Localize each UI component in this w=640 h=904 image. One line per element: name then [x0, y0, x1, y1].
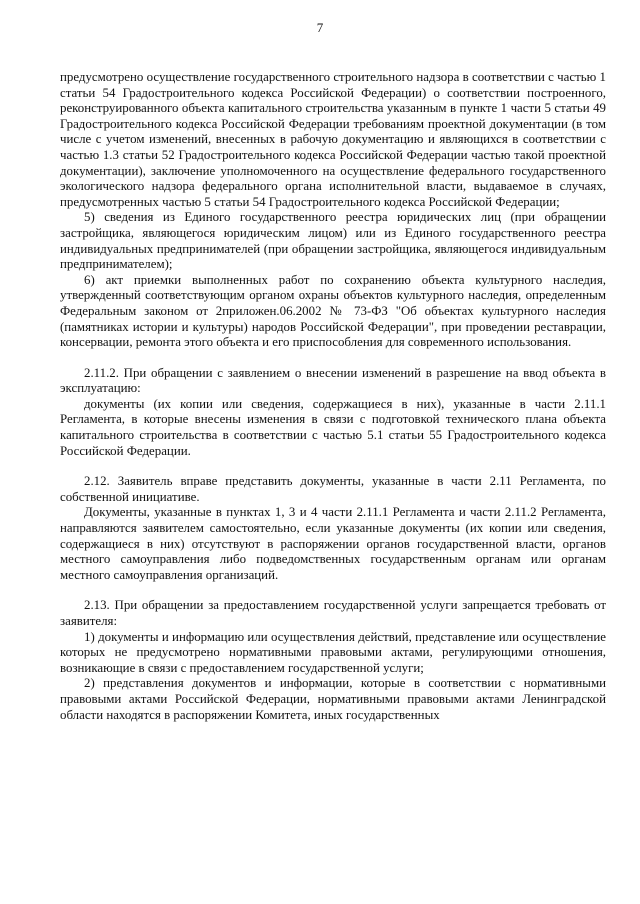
paragraph-continuation: предусмотрено осуществление государственного строительного надзора в соответствии с частью 1 статьи 54 Градостроительного кодекса Российской Федерации) о соответствии построенного, реконструированного объекта капитального строительства указанным в пункте 1 части 5 статьи 49 Градостроительного кодекса Российской Федерации требованиям проектной документации (в том числе с учетом изменений, внесенных в рабочую документацию и являющихся в соответствии с частью 1.3 статьи 52 Градостроительного кодекса Российской Федерации частью такой проектной документации), заключение уполномоченного на осуществление федерального государственного экологического надзора федерального органа исполнительной власти, выдаваемое в случаях, предусмотренных частью 5 статьи 54 Градостроительного кодекса Российской Федерации;: [60, 70, 606, 209]
paragraph-item-6: 6) акт приемки выполненных работ по сохранению объекта культурного наследия, утвержденный соответствующим органом охраны объектов культурного наследия, определенным Федеральным законом от 2приложен.06.2002 № 73-ФЗ "Об объектах культурного наследия (памятниках истории и культуры) народов Российской Федерации", при проведении реставрации, консервации, ремонта этого объекта и его приспособления для современного использования.: [60, 272, 606, 350]
paragraph-2-12: 2.12. Заявитель вправе представить документы, указанные в части 2.11 Регламента, по собственной инициативе.: [60, 474, 606, 504]
paragraph-2-11-2: 2.11.2. При обращении с заявлением о внесении изменений в разрешение на ввод объекта в эксплуатацию:: [60, 365, 606, 396]
paragraph-2-13: 2.13. При обращении за предоставлением государственной услуги запрещается требовать от заявителя:: [60, 598, 606, 628]
paragraph-2-13-item-1: 1) документы и информацию или осуществления действий, представление или осуществление которых не предусмотрено нормативными правовыми актами, регулирующими отношения, возникающие в связи с предоставлением государственной услуги;: [60, 629, 606, 675]
paragraph-2-11-2-documents: документы (их копии или сведения, содержащиеся в них), указанные в части 2.11.1 Регламента, в которые внесены изменения в связи с подготовкой технического плана объекта капитального строительства в соответствии с частью 5.1 статьи 55 Градостроительного кодекса Российской Федерации.: [60, 396, 606, 458]
paragraph-2-13-item-2: 2) представления документов и информации, которые в соответствии с нормативными правовыми актами Российской Федерации, нормативными правовыми актами Ленинградской области находятся в распоряжении Комитета, иных государственных: [60, 676, 606, 722]
page-number: 7: [316, 20, 324, 35]
paragraph-item-5: 5) сведения из Единого государственного реестра юридических лиц (при обращении застройщика, являющегося юридическим лицом) или из Единого государственного реестра индивидуальных предпринимателей (при обращении застройщика, являющегося индивидуальным предпринимателем);: [60, 210, 606, 272]
document-body: [60, 70, 606, 723]
paragraph-2-12-documents: Документы, указанные в пунктах 1, 3 и 4 части 2.11.1 Регламента и части 2.11.2 Регламента, направляются заявителем самостоятельно, если указанные документы (их копии или сведения, содержащиеся в них) отсутствуют в распоряжении органов государственной власти, органов местного самоуправления либо подведомственных государственным органам или органам местного самоуправления организаций.: [60, 505, 606, 582]
